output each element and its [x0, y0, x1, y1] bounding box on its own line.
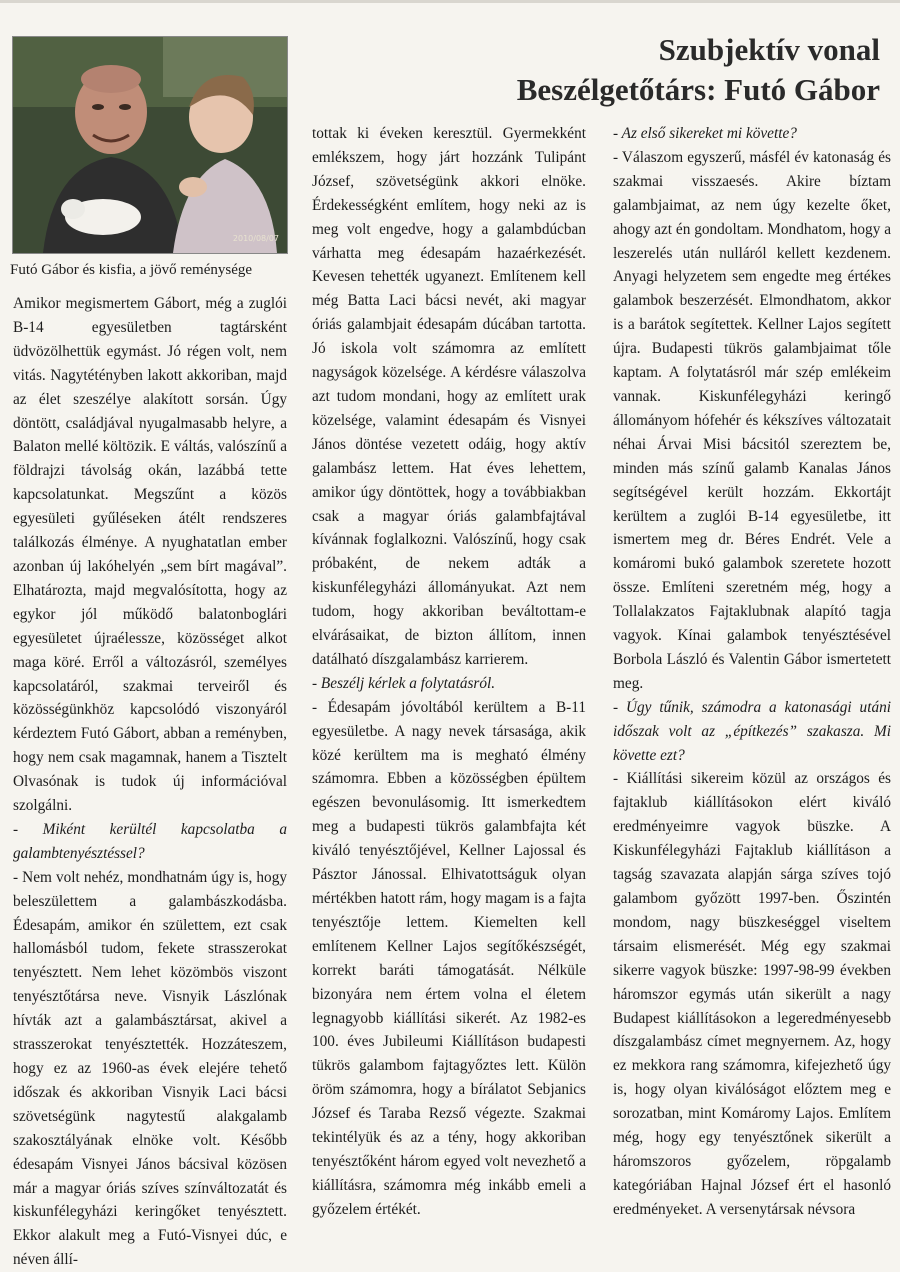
answer-1: - Nem volt nehéz, mondhatnám úgy is, hogy beleszülettem a galambászkodásba. Édesapám, amikor én születtem, ezt csak hallomásból tudom, fekete strasszerokat tenyésztett. Nem lehet közömbös viszont tenyésztőtársa neve. Visnyik Lászlónak hívták azt a galambásztársat, akivel a strasszerokat tenyésztették. Hozzáteszem, hogy ez az 1960-as évek elejére tehető időszak és akkoriban Visnyik Laci bácsi szövetségünk nagytestű alakgalamb szakosztályának elnöke volt. Később édesapám Visnyei János bácsival közösen már a magyar óriás szíves színváltozatát és kiskunfélegyházi keringőket tenyésztett. Ekkor alakult meg a Futó-Visnyei dúc, e néven állí-: [13, 868, 287, 1269]
photo-caption: Futó Gábor és kisfia, a jövő reménysége: [10, 262, 253, 278]
title-line-1: Szubjektív vonal: [658, 32, 880, 67]
answer-4: - Kiállítási sikereim közül az országos és fajtaklub kiállításokon elért kiváló eredményeimre vagyok büszke. A Kiskunfélegyházi Fajtaklub kiállításon a tagság szavazata alapján sárga szíves tojó galambom győzött 1997-ben. Őszintén mondom, nagy büszkeséggel viseltem társaim elismerését. Még egy szakmai sikerre vagyok büszke: 1997-98-99 években háromszor egymás után sikerült a nagy Budapest kiállításokon a legeredményesebb díszgalambász címet megnyernem. Az, hogy ez mekkora rang számomra, kifejezhető úgy is, hogy olyan kiválóságot előztem meg e sorozatban, mint Komáromy Lajos. Említem még, hogy egy tenyésztőnek sikerült a háromszoros győzelem, röpgalamb kategóriában Hajnal József ért el hasonló eredményeket. A versenytársak névsora: [613, 770, 891, 1218]
column-3: [613, 122, 891, 1222]
answer-2: - Édesapám jóvoltából kerültem a B-11 egyesületbe. A nagy nevek társasága, akik közé kerültem ma is megható élmény számomra. Ebben a közösségben épültem egészen bevonulásomig. Itt ismerkedtem meg a budapesti tükrös galambfajta két kiváló tenyésztőjével, Kellner Lajossal és Pásztor Jánossal. Elhivatottságuk olyan mértékben hatott rám, hogy magam is a fajta tenyésztője lettem. Kiemelten kell említenem Kellner Lajos segítőkészségét, korrekt baráti támogatását. Nélküle bizonyára nem értem volna el életem legnagyobb kiállítási sikerét. Az 1982-es 100. éves Jubileumi Kiállításon budapesti tükrös galambom fajtagyőztes lett. Külön öröm számomra, hogy a bírálatot Sebjanics József és Taraba Rezső végezte. Szakmai tekintélyük és az a tény, hogy akkoriban tenyésztőként három egyed volt nevezhető a kiállításra, számomra még inkább emeli a győzelem értékét.: [312, 698, 586, 1218]
question-4: - Úgy tűnik, számodra a katonasági utáni időszak volt az „építkezés” szakasza. Mi követte ezt?: [613, 698, 891, 764]
article-title: [380, 30, 880, 110]
column-1: [13, 292, 287, 1272]
question-1: - Miként kerültél kapcsolatba a galambtenyésztéssel?: [13, 820, 287, 862]
question-2: - Beszélj kérlek a folytatásról.: [312, 674, 496, 692]
intro-paragraph: Amikor megismertem Gábort, még a zuglói B-14 egyesületben tagtársként üdvözölhettük egymást. Jó régen volt, nem vitás. Nagytétényben lakott akkoriban, majd az élet szeszélye alakított sorsán. Úgy döntött, családjával nyugalmasabb helyre, a Balaton mellé költözik. E váltás, valószínű a földrajzi távolság okán, lazábbá tette kapcsolatunkat. Megszűnt a közös egyesületi gyűléseken átélt rendszeres találkozás élménye. A nyughatatlan ember azonban új lakóhelyén „sem bírt magával”. Elhatározta, majd megvalósította, hogy az egykor jól működő balatonboglári egyesületet újraélessze, közösséget alkot maga köré. Erről a változásról, személyes kapcsolatáról, szakmai terveiről és közösségünkhöz kapcsolódó viszonyáról kérdeztem Futó Gábort, abban a reményben, hogy nem csak magamnak, hanem a Tisztelt Olvasónak is tudok új információval szolgálni.: [13, 295, 287, 815]
photo-date-stamp: 2010/08/07: [232, 234, 279, 243]
column-2: [312, 122, 586, 1222]
top-rule: [0, 0, 900, 3]
photo-illustration: [13, 37, 287, 253]
article-photo: [12, 36, 288, 254]
title-line-2: Beszélgetőtárs: Futó Gábor: [516, 72, 880, 107]
answer-1-continued: tottak ki éveken keresztül. Gyermekként emlékszem, hogy járt hozzánk Tulipánt József, szövetségünk akkori elnöke. Érdekességként említem, hogy neki az is meg volt engedve, hogy a galambdúcban várhatta meg édesapám hazaérkezését. Kevesen tehették ugyanezt. Említenem kell még Batta Laci bácsi nevét, aki magyar óriás galambjait édesapám dúcában tartotta. Jó iskola volt számomra az említett nagyságok közelsége. A kérdésre válaszolva azt tudom mondani, hogy az említett urak közelsége, valamint édesapám és Visnyei János döntése vezetett odáig, hogy aktív galambász lettem. Hat éves lehettem, amikor úgy döntöttek, hogy a továbbiakban csak a magyar óriás galambfajtával kívánnak foglalkozni. Valószínű, hogy csak próbaként, de nekem adták a kiskunfélegyházi állományukat. Azt nem tudom, hogy akkoriban beváltottam-e elvárásaikat, de bizton állítom, innen datálható díszgalambász karrierem.: [312, 125, 586, 668]
answer-3: - Válaszom egyszerű, másfél év katonaság és szakmai visszaesés. Akire bíztam galambjaimat, az nem úgy kezelte őket, ahogy azt én gondoltam. Mondhatom, hogy a leszerelés után nulláról kellett kezdenem. Anyagi helyzetem sem engedte meg értékes galambok beszerzését. Elmondhatom, akkor is a barátok segítettek. Kellner Lajos segített újra. Budapesti tükrös galambjaimat tőle kaptam. A folytatásról már szép emlékeim vannak. Kiskunfélegyházi keringő állományom hófehér és kékszíves változatait néhai Árvai Misi bácsitól szereztem be, minden más színű galamb Kanalas János segítségével került hozzám. Ekkortájt kerültem a zuglói B-14 egyesületbe, itt ismertem meg dr. Béres Endrét. Vele a komáromi bukó galambok szeretete hozott össze. Említeni szeretném még, hogy a Tollalakzatos Fajtaklubnak alapító tagja vagyok. Kínai galambok tenyésztésével Borbola László és Valentin Gábor ismertetett meg.: [613, 148, 891, 692]
question-3: - Az első sikereket mi követte?: [613, 125, 797, 142]
